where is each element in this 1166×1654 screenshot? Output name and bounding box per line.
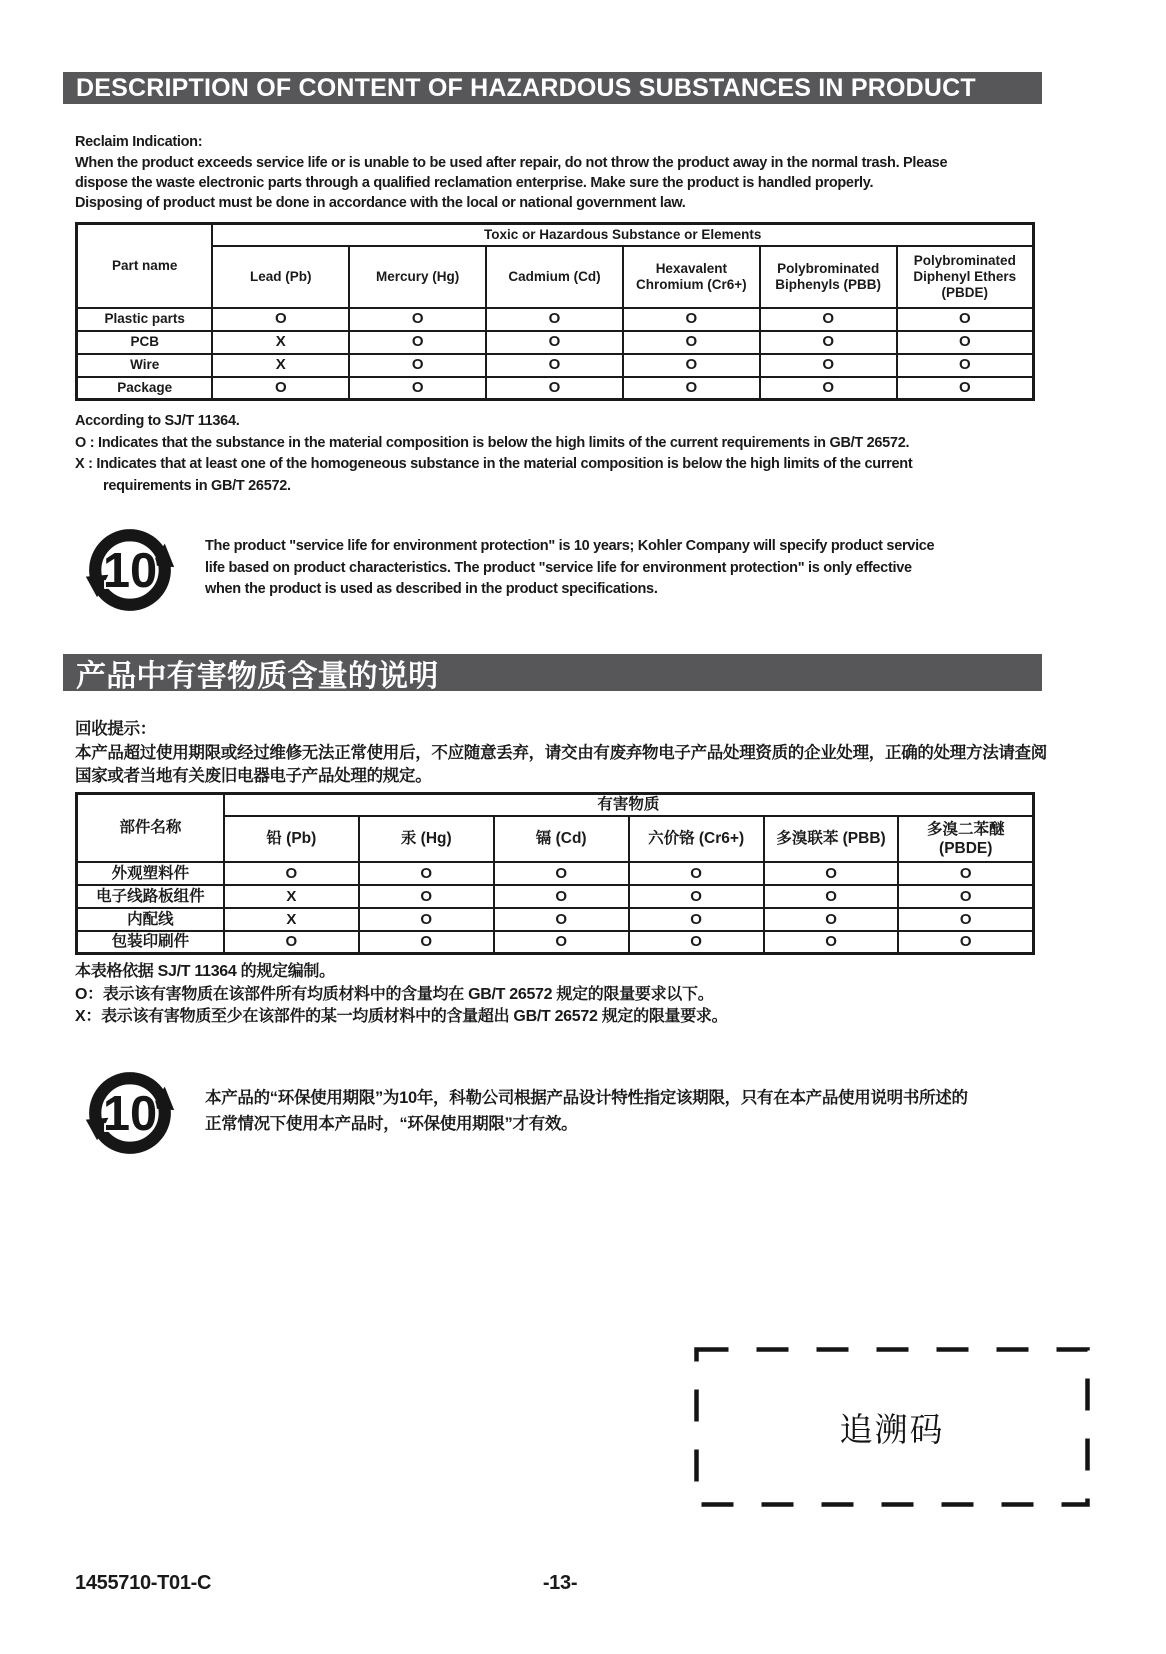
service-life-line: life based on product characteristics. The product "service life for environment protection" is only effective	[205, 559, 912, 576]
substance-value-cell: O	[359, 931, 494, 954]
substance-value-cell: O	[623, 308, 760, 331]
substance-value-cell: O	[349, 308, 486, 331]
substance-value-cell: O	[898, 885, 1033, 908]
substance-value-cell: O	[486, 354, 623, 377]
reclaim-indication-en	[75, 132, 947, 213]
trace-code-label: 追溯码	[839, 1410, 945, 1448]
substance-value-cell: O	[349, 331, 486, 354]
part-name-cell: Package	[77, 377, 213, 400]
substance-value-cell: O	[486, 377, 623, 400]
service-life-text-en	[205, 536, 934, 601]
column-header: 镉 (Cd)	[494, 816, 629, 862]
note-line: O：表示该有害物质在该部件所有均质材料中的含量均在 GB/T 26572 规定的限量要求以下。	[75, 985, 714, 1003]
table-row	[77, 931, 1034, 954]
table-row	[77, 885, 1034, 908]
substance-value-cell: O	[760, 308, 897, 331]
section-title-en: DESCRIPTION OF CONTENT OF HAZARDOUS SUBSTANCES IN PRODUCT	[63, 72, 1042, 104]
substance-value-cell: O	[359, 908, 494, 931]
substance-value-cell: O	[764, 862, 899, 885]
note-line: According to SJ/T 11364.	[75, 413, 240, 429]
substance-value-cell: O	[494, 908, 629, 931]
substance-value-cell: O	[897, 377, 1034, 400]
part-name-cell: PCB	[77, 331, 213, 354]
substance-value-cell: O	[898, 908, 1033, 931]
note-line: 本表格依据 SJ/T 11364 的规定编制。	[75, 963, 335, 980]
table-row	[77, 308, 1034, 331]
table-row	[77, 862, 1034, 885]
table-row	[77, 331, 1034, 354]
substance-value-cell: O	[486, 331, 623, 354]
column-header: Mercury (Hg)	[349, 246, 486, 308]
group-header: Toxic or Hazardous Substance or Elements	[212, 224, 1033, 246]
efup-years-number: 10	[102, 543, 158, 598]
column-header: Polybrominated Biphenyls (PBB)	[760, 246, 897, 308]
substance-value-cell: O	[898, 862, 1033, 885]
reclaim-indication-zh	[75, 718, 1047, 788]
reclaim-line: When the product exceeds service life or is unable to be used after repair, do not throw the product away in the normal trash. Please	[75, 155, 948, 171]
note-line: X：表示该有害物质至少在该部件的某一均质材料中的含量超出 GB/T 26572 规定的限量要求。	[75, 1008, 728, 1025]
substance-value-cell: X	[212, 354, 349, 377]
column-header: 六价铬 (Cr6+)	[629, 816, 764, 862]
column-header: Polybrominated Diphenyl Ethers (PBDE)	[897, 246, 1034, 308]
substance-value-cell: O	[349, 354, 486, 377]
column-header: 铅 (Pb)	[224, 816, 359, 862]
substance-value-cell: O	[629, 931, 764, 954]
table-header-row	[77, 224, 1034, 246]
substance-value-cell: O	[623, 331, 760, 354]
note-line: O : Indicates that the substance in the material composition is below the high limits of the current requirements in GB/T 26572.	[75, 434, 910, 451]
substance-value-cell: O	[629, 862, 764, 885]
column-header: 多溴二苯醚 (PBDE)	[898, 816, 1033, 862]
table-notes-zh	[75, 961, 727, 1029]
hazardous-substances-table-en	[75, 222, 1035, 401]
substance-value-cell: O	[494, 862, 629, 885]
footer-page-number: -13-	[542, 1572, 578, 1594]
footer-doc-number: 1455710-T01-C	[75, 1572, 212, 1594]
part-name-header: 部件名称	[77, 794, 224, 862]
part-name-cell: 外观塑料件	[77, 862, 224, 885]
substance-value-cell: O	[349, 377, 486, 400]
service-life-line: 正常情况下使用本产品时，“环保使用期限”才有效。	[205, 1115, 578, 1133]
substance-value-cell: O	[623, 354, 760, 377]
substance-value-cell: O	[764, 908, 899, 931]
substance-value-cell: O	[629, 885, 764, 908]
substance-value-cell: O	[224, 862, 359, 885]
table-row	[77, 908, 1034, 931]
reclaim-line: Disposing of product must be done in accordance with the local or national government law.	[75, 195, 686, 211]
recycling-10-years-icon	[83, 1066, 177, 1160]
column-header: 多溴联苯 (PBB)	[764, 816, 899, 862]
substance-value-cell: O	[760, 377, 897, 400]
substance-value-cell: O	[760, 331, 897, 354]
table-notes-en	[75, 411, 912, 497]
reclaim-heading-en: Reclaim Indication:	[75, 134, 203, 150]
substance-value-cell: O	[486, 308, 623, 331]
reclaim-heading-zh: 回收提示：	[75, 720, 157, 738]
column-header: Cadmium (Cd)	[486, 246, 623, 308]
column-header: Hexavalent Chromium (Cr6+)	[623, 246, 760, 308]
table-header-row	[77, 794, 1034, 816]
service-life-line: when the product is used as described in the product specifications.	[205, 581, 658, 597]
substance-value-cell: O	[764, 885, 899, 908]
substance-value-cell: O	[629, 908, 764, 931]
substance-value-cell: O	[212, 377, 349, 400]
part-name-cell: 包装印刷件	[77, 931, 224, 954]
substance-value-cell: O	[359, 862, 494, 885]
reclaim-line: 国家或者当地有关废旧电器电子产品处理的规定。	[75, 767, 432, 785]
column-header: Lead (Pb)	[212, 246, 349, 308]
part-name-cell: 电子线路板组件	[77, 885, 224, 908]
substance-value-cell: O	[359, 885, 494, 908]
substance-value-cell: X	[224, 885, 359, 908]
substance-value-cell: O	[224, 931, 359, 954]
substance-value-cell: O	[760, 354, 897, 377]
substance-value-cell: O	[764, 931, 899, 954]
substance-value-cell: O	[494, 931, 629, 954]
table-row	[77, 377, 1034, 400]
part-name-cell: Plastic parts	[77, 308, 213, 331]
group-header: 有害物质	[224, 794, 1034, 816]
substance-value-cell: O	[494, 885, 629, 908]
section-title-zh: 产品中有害物质含量的说明	[63, 654, 1042, 691]
part-name-cell: Wire	[77, 354, 213, 377]
substance-value-cell: X	[212, 331, 349, 354]
substance-value-cell: O	[897, 308, 1034, 331]
substance-value-cell: O	[897, 331, 1034, 354]
efup-years-number: 10	[102, 1086, 158, 1141]
substance-value-cell: O	[212, 308, 349, 331]
substance-value-cell: X	[224, 908, 359, 931]
recycling-10-years-icon	[83, 523, 177, 617]
table-subheader-row	[77, 246, 1034, 308]
reclaim-line: dispose the waste electronic parts through a qualified reclamation enterprise. Make sure the product is handled properly.	[75, 175, 874, 191]
note-line: X : Indicates that at least one of the homogeneous substance in the material composition is below the high limits of the current	[75, 456, 913, 472]
note-line: requirements in GB/T 26572.	[103, 477, 291, 494]
hazardous-substances-table-zh	[75, 792, 1035, 955]
substance-value-cell: O	[897, 354, 1034, 377]
part-name-cell: 内配线	[77, 908, 224, 931]
table-row	[77, 354, 1034, 377]
substance-value-cell: O	[623, 377, 760, 400]
substance-value-cell: O	[898, 931, 1033, 954]
reclaim-line: 本产品超过使用期限或经过维修无法正常使用后，不应随意丢弃，请交由有废弃物电子产品处理资质的企业处理，正确的处理方法请查阅	[75, 744, 1048, 762]
column-header: 汞 (Hg)	[359, 816, 494, 862]
service-life-line: 本产品的“环保使用期限”为10年，科勒公司根据产品设计特性指定该期限，只有在本产品使用说明书所述的	[205, 1089, 968, 1107]
service-life-text-zh	[205, 1085, 968, 1137]
service-life-line: The product "service life for environment protection" is 10 years; Kohler Company will specify product service	[205, 538, 935, 554]
part-name-header: Part name	[77, 224, 213, 308]
